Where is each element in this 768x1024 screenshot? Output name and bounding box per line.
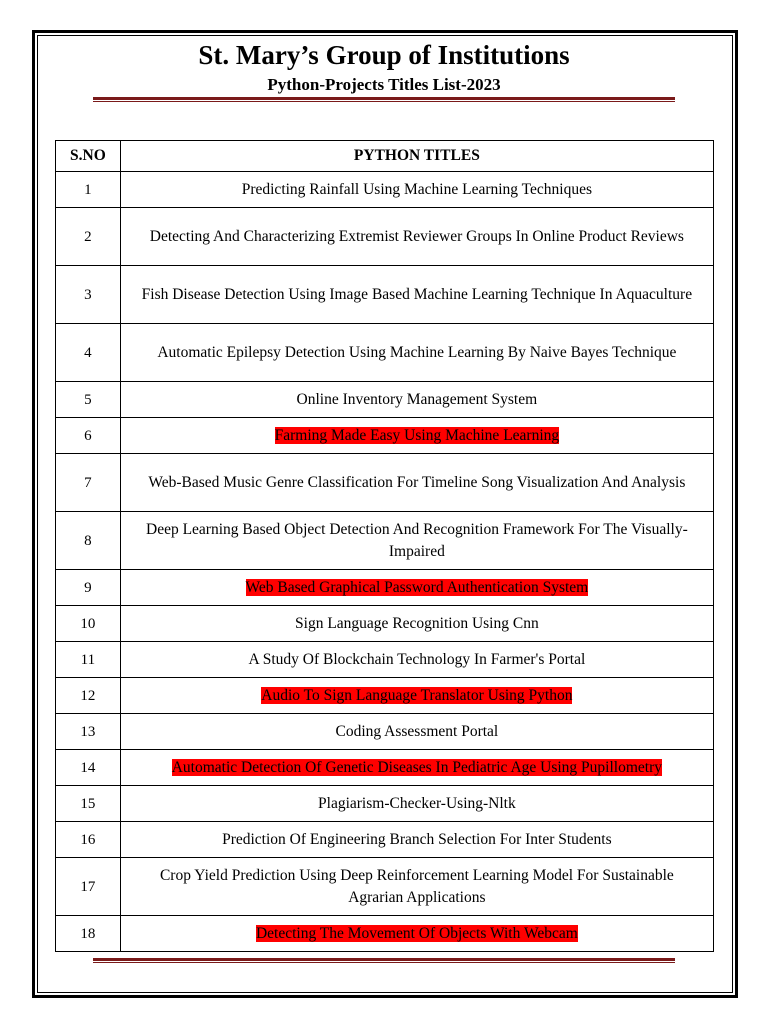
- column-header-titles: PYTHON TITLES: [120, 141, 713, 172]
- projects-table: [55, 140, 714, 952]
- row-sno: 1: [56, 172, 121, 208]
- row-title: Web-Based Music Genre Classification For Timeline Song Visualization And Analysis: [148, 473, 686, 491]
- header-divider: [93, 97, 675, 102]
- row-sno: 11: [56, 642, 121, 678]
- row-sno: 5: [56, 382, 121, 418]
- row-sno: 13: [56, 714, 121, 750]
- row-title-cell: [120, 570, 713, 606]
- page-subtitle: Python-Projects Titles List-2023: [267, 75, 501, 94]
- table-row: [56, 786, 714, 822]
- highlighted-title: Farming Made Easy Using Machine Learning: [274, 426, 560, 444]
- row-title: A Study Of Blockchain Technology In Farmer's Portal: [248, 650, 586, 668]
- column-header-sno: S.NO: [56, 141, 121, 172]
- row-title-cell: [120, 916, 713, 952]
- highlighted-title: Detecting The Movement Of Objects With Webcam: [255, 924, 578, 942]
- table-row: [56, 512, 714, 570]
- table-row: [56, 454, 714, 512]
- row-title-cell: [120, 822, 713, 858]
- row-title-cell: [120, 266, 713, 324]
- table-row: [56, 570, 714, 606]
- row-title-cell: [120, 382, 713, 418]
- row-title-cell: [120, 858, 713, 916]
- row-title: Sign Language Recognition Using Cnn: [295, 614, 539, 632]
- table-row: [56, 858, 714, 916]
- table-row: [56, 678, 714, 714]
- row-title-cell: [120, 714, 713, 750]
- table-row: [56, 916, 714, 952]
- row-title: Prediction Of Engineering Branch Selection For Inter Students: [222, 830, 612, 848]
- row-sno: 4: [56, 324, 121, 382]
- row-sno: 10: [56, 606, 121, 642]
- table-row: [56, 208, 714, 266]
- table-row: [56, 606, 714, 642]
- table-row: [56, 324, 714, 382]
- table-row: [56, 822, 714, 858]
- highlighted-title: Audio To Sign Language Translator Using Python: [261, 686, 573, 704]
- row-title: Plagiarism-Checker-Using-Nltk: [318, 794, 516, 812]
- row-title: Automatic Epilepsy Detection Using Machine Learning By Naive Bayes Technique: [157, 343, 677, 361]
- row-title-cell: [120, 786, 713, 822]
- table-row: [56, 750, 714, 786]
- row-title-cell: [120, 454, 713, 512]
- row-sno: 12: [56, 678, 121, 714]
- row-sno: 17: [56, 858, 121, 916]
- row-title: Deep Learning Based Object Detection And Recognition Framework For The Visually-Impaired: [146, 520, 688, 560]
- row-sno: 2: [56, 208, 121, 266]
- row-sno: 16: [56, 822, 121, 858]
- page-title: St. Mary’s Group of Institutions: [198, 40, 570, 70]
- row-title: Detecting And Characterizing Extremist Reviewer Groups In Online Product Reviews: [149, 227, 684, 245]
- row-title-cell: [120, 512, 713, 570]
- footer-divider: [93, 958, 675, 963]
- row-sno: 15: [56, 786, 121, 822]
- row-sno: 8: [56, 512, 121, 570]
- row-sno: 9: [56, 570, 121, 606]
- table-row: [56, 714, 714, 750]
- table-row: [56, 172, 714, 208]
- row-sno: 18: [56, 916, 121, 952]
- row-title-cell: [120, 208, 713, 266]
- table-row: [56, 418, 714, 454]
- table-row: [56, 642, 714, 678]
- highlighted-title: Automatic Detection Of Genetic Diseases In Pediatric Age Using Pupillometry: [171, 758, 663, 776]
- row-title-cell: [120, 750, 713, 786]
- row-title-cell: [120, 418, 713, 454]
- row-sno: 6: [56, 418, 121, 454]
- row-title: Crop Yield Prediction Using Deep Reinforcement Learning Model For Sustainable Agrarian Applications: [159, 866, 674, 906]
- row-title: Predicting Rainfall Using Machine Learning Techniques: [241, 180, 593, 198]
- row-title-cell: [120, 324, 713, 382]
- row-title: Fish Disease Detection Using Image Based Machine Learning Technique In Aquaculture: [141, 285, 693, 303]
- row-title-cell: [120, 172, 713, 208]
- table-row: [56, 382, 714, 418]
- table-row: [56, 266, 714, 324]
- highlighted-title: Web Based Graphical Password Authentication System: [245, 578, 589, 596]
- row-sno: 7: [56, 454, 121, 512]
- row-sno: 3: [56, 266, 121, 324]
- row-title: Online Inventory Management System: [296, 390, 538, 408]
- row-sno: 14: [56, 750, 121, 786]
- table-header-row: [56, 141, 714, 172]
- row-title: Coding Assessment Portal: [335, 722, 499, 740]
- row-title-cell: [120, 606, 713, 642]
- row-title-cell: [120, 642, 713, 678]
- row-title-cell: [120, 678, 713, 714]
